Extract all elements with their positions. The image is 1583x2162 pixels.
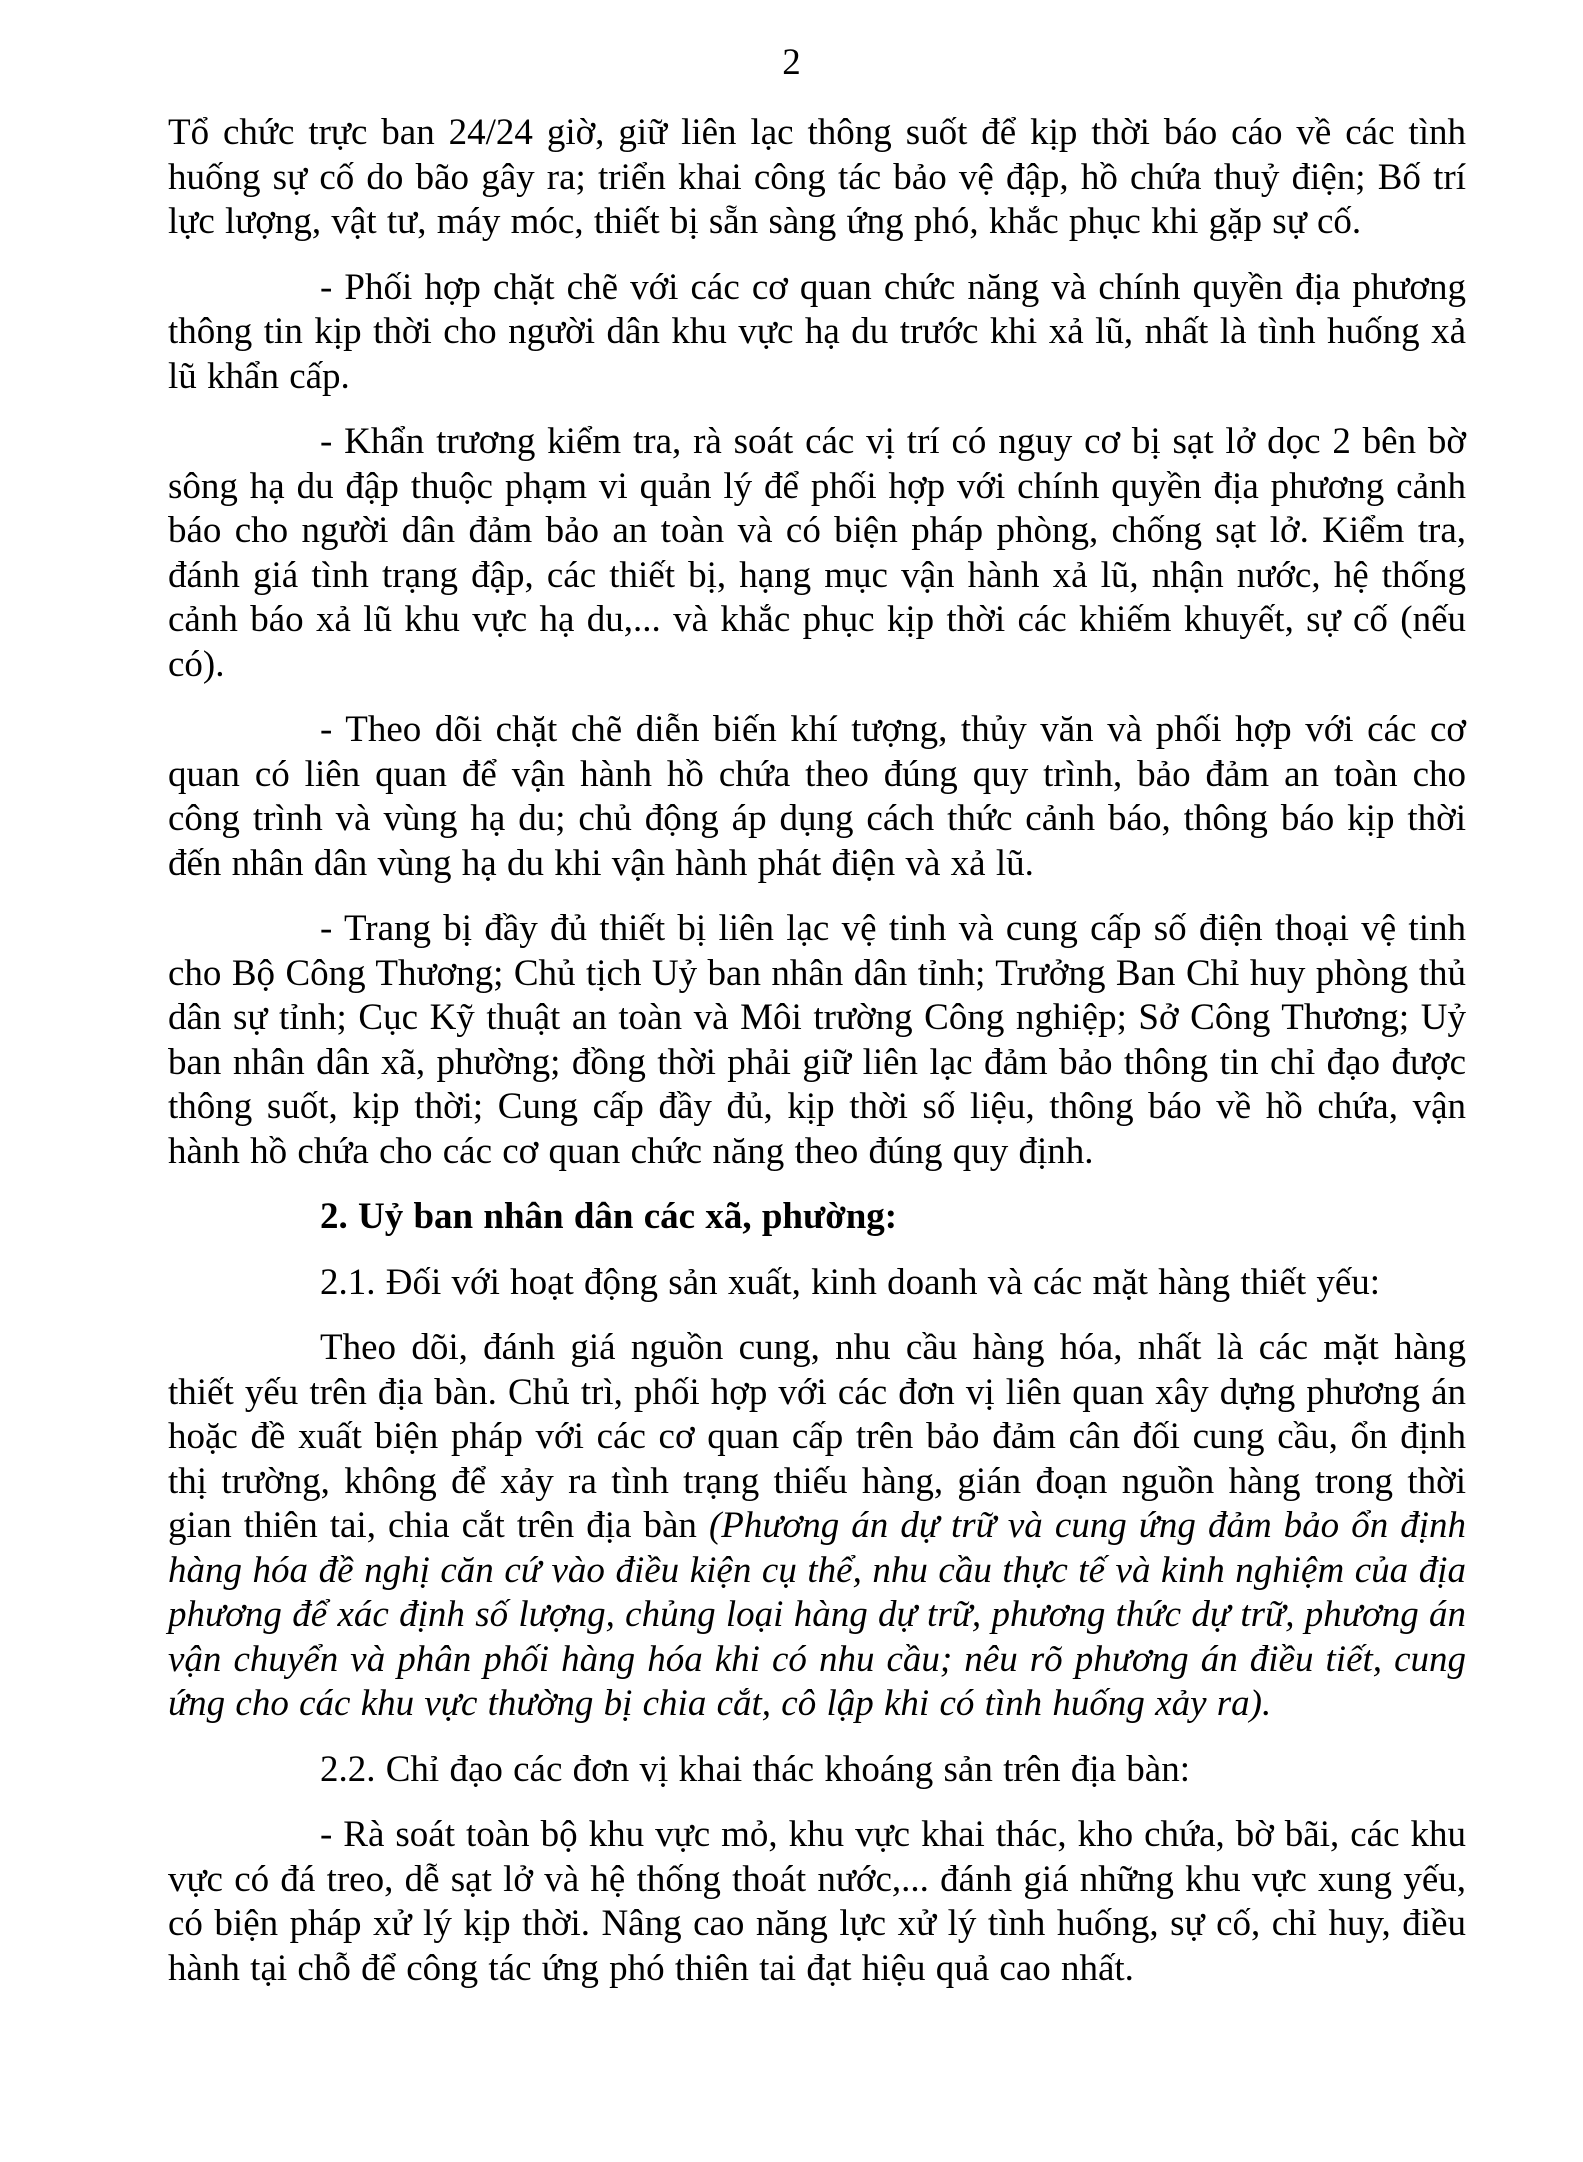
- paragraph-reservoir-operation: - Theo dõi chặt chẽ diễn biến khí tượng, thủy văn và phối hợp với các cơ quan có liên quan để vận hành hồ chứa theo đúng quy trình, bảo đảm an toàn cho công trình và vùng hạ du; chủ động áp dụng cách thức cảnh báo, thông báo kịp thời đến nhân dân vùng hạ du khi vận hành phát điện và xả lũ.: [168, 709, 1466, 884]
- paragraph-supply-demand-normal: Theo dõi, đánh giá nguồn cung, nhu cầu hàng hóa, nhất là các mặt hàng thiết yếu trên địa bàn. Chủ trì, phối hợp với các đơn vị liên quan xây dựng phương án hoặc đề xuất biện pháp với các cơ quan cấp trên bảo đảm cân đối cung cầu, ổn định thị trường, không để xảy ra tình trạng thiếu hàng, gián đoạn nguồn hàng trong thời gian thiên tai, chia cắt trên địa bàn: [168, 1327, 1466, 1546]
- section-heading-2: 2. Uỷ ban nhân dân các xã, phường:: [320, 1196, 898, 1237]
- paragraph-landslide-inspection: - Khẩn trương kiểm tra, rà soát các vị trí có nguy cơ bị sạt lở dọc 2 bên bờ sông hạ du đập thuộc phạm vi quản lý để phối hợp với chính quyền địa phương cảnh báo cho người dân đảm bảo an toàn và có biện pháp phòng, chống sạt lở. Kiểm tra, đánh giá tình trạng đập, các thiết bị, hạng mục vận hành xả lũ, nhận nước, hệ thống cảnh báo xả lũ khu vực hạ du,... và khắc phục kịp thời các khiếm khuyết, sự cố (nếu có).: [168, 421, 1466, 685]
- page-number-text: 2: [782, 42, 801, 83]
- paragraph-coordinate-warning: - Phối hợp chặt chẽ với các cơ quan chức năng và chính quyền địa phương thông tin kịp thời cho người dân khu vực hạ du trước khi xả lũ, nhất là tình huống xả lũ khẩn cấp.: [168, 266, 1466, 397]
- paragraph-mining-review: - Rà soát toàn bộ khu vực mỏ, khu vực khai thác, kho chứa, bờ bãi, các khu vực có đá treo, dễ sạt lở và hệ thống thoát nước,... đánh giá những khu vực xung yếu, có biện pháp xử lý kịp thời. Nâng cao năng lực xử lý tình huống, sự cố, chỉ huy, điều hành tại chỗ để công tác ứng phó thiên tai đạt hiệu quả cao nhất.: [168, 1814, 1466, 1989]
- subsection-heading-2-2: 2.2. Chỉ đạo các đơn vị khai thác khoáng sản trên địa bàn:: [320, 1748, 1190, 1790]
- page-number: [0, 40, 1583, 85]
- paragraph-satellite-communication: - Trang bị đầy đủ thiết bị liên lạc vệ tinh và cung cấp số điện thoại vệ tinh cho Bộ Công Thương; Chủ tịch Uỷ ban nhân dân tỉnh; Trưởng Ban Chỉ huy phòng thủ dân sự tỉnh; Cục Kỹ thuật an toàn và Môi trường Công nghiệp; Sở Công Thương; Uỷ ban nhân dân xã, phường; đồng thời phải giữ liên lạc đảm bảo thông tin chỉ đạo được thông suốt, kịp thời; Cung cấp đầy đủ, kịp thời số liệu, thông báo về hồ chứa, vận hành hồ chứa cho các cơ quan chức năng theo đúng quy định.: [168, 908, 1466, 1172]
- subsection-heading-2-1: 2.1. Đối với hoạt động sản xuất, kinh doanh và các mặt hàng thiết yếu:: [320, 1261, 1381, 1303]
- paragraph-supply-demand-italic-note: (Phương án dự trữ và cung ứng đảm bảo ổn định hàng hóa đề nghị căn cứ vào điều kiện cụ thể, nhu cầu thực tế và kinh nghiệm của địa phương để xác định số lượng, chủng loại hàng dự trữ, phương thức dự trữ, phương án vận chuyển và phân phối hàng hóa khi có nhu cầu; nêu rõ phương án điều tiết, cung ứng cho các khu vực thường bị chia cắt, cô lập khi có tình huống xảy ra).: [168, 1505, 1466, 1724]
- paragraph-duty-roster: Tổ chức trực ban 24/24 giờ, giữ liên lạc thông suốt để kịp thời báo cáo về các tình huống sự cố do bão gây ra; triển khai công tác bảo vệ đập, hồ chứa thuỷ điện; Bố trí lực lượng, vật tư, máy móc, thiết bị sẵn sàng ứng phó, khắc phục khi gặp sự cố.: [168, 112, 1466, 242]
- paragraph-supply-demand: [168, 1326, 1466, 1727]
